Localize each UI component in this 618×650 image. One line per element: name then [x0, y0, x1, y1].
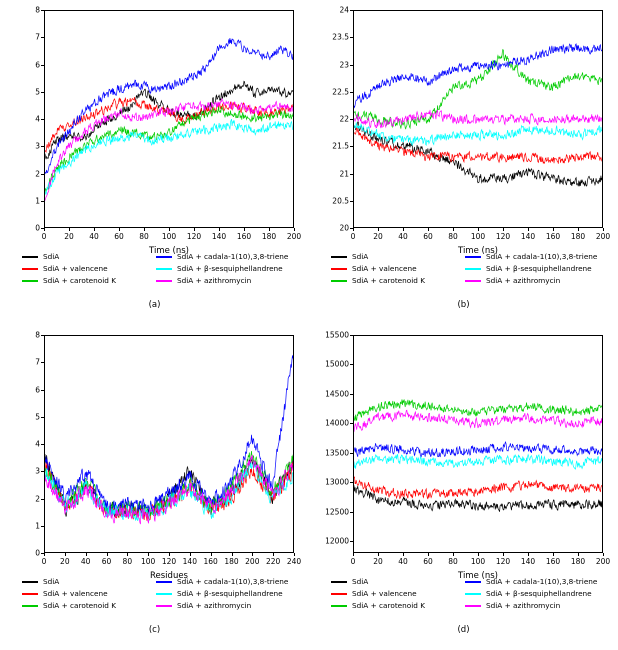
x-tick-label: 40: [398, 232, 408, 241]
y-tick-label: 23.5: [332, 32, 349, 42]
y-tick-mark: [41, 499, 44, 500]
legend-swatch: [156, 581, 172, 583]
y-tick-mark: [41, 10, 44, 11]
legend-label: SdiA + cadala-1(10),3,8-triene: [486, 252, 598, 261]
y-tick-mark: [350, 512, 353, 513]
legend-item: [465, 252, 599, 261]
y-tick-label: 21.5: [332, 141, 349, 151]
legend-item: [331, 589, 465, 598]
axes-b: [353, 10, 603, 228]
legend-label: SdiA + valencene: [352, 264, 417, 273]
y-tick-mark: [350, 364, 353, 365]
legend-row: [331, 577, 599, 586]
y-tick-label: 8: [35, 330, 40, 340]
x-tick-label: 80: [122, 557, 133, 566]
legend-item: [156, 601, 290, 610]
x-tick-label: 140: [182, 557, 197, 566]
legend-item: [465, 601, 599, 610]
legend-label: SdiA + carotenoid K: [43, 601, 117, 610]
x-tick-label: 40: [89, 232, 99, 241]
legend-label: SdiA + cadala-1(10),3,8-triene: [177, 252, 289, 261]
legend-label: SdiA + carotenoid K: [352, 601, 426, 610]
x-tick-label: 120: [161, 557, 177, 566]
x-tick-label: 180: [261, 232, 277, 241]
x-tick-mark: [553, 553, 554, 556]
y-tick-label: 12500: [325, 507, 349, 517]
series-line: [354, 477, 602, 499]
y-tick-label: 3: [35, 466, 40, 476]
legend-d: [331, 577, 599, 613]
legend-swatch: [331, 268, 347, 270]
x-tick-mark: [190, 553, 191, 556]
legend-label: SdiA + β-sesquiphellandrene: [486, 589, 592, 598]
y-tick-label: 5: [35, 412, 40, 422]
legend-swatch: [156, 256, 172, 258]
legend-swatch: [22, 581, 38, 583]
y-tick-label: 2: [35, 494, 40, 503]
y-tick-mark: [41, 92, 44, 93]
x-tick-mark: [453, 553, 454, 556]
y-tick-mark: [41, 362, 44, 363]
x-tick-mark: [65, 553, 66, 556]
y-tick-mark: [41, 146, 44, 147]
legend-item: [22, 276, 156, 285]
legend-row: [22, 264, 290, 273]
legend-label: SdiA + cadala-1(10),3,8-triene: [177, 577, 289, 586]
x-tick-label: 120: [186, 232, 202, 241]
y-tick-mark: [350, 119, 353, 120]
x-axis-label-d: Time (ns): [458, 571, 498, 581]
series-line: [354, 122, 602, 145]
y-tick-mark: [41, 335, 44, 336]
y-tick-label: 5: [35, 87, 40, 97]
legend-item: [22, 577, 156, 586]
legend-item: [156, 589, 290, 598]
legend-row: [331, 276, 599, 285]
y-tick-label: 1: [35, 196, 40, 206]
legend-swatch: [156, 280, 172, 282]
y-tick-label: 20.5: [332, 196, 349, 206]
legend-swatch: [22, 256, 38, 258]
x-tick-label: 140: [520, 232, 536, 241]
y-tick-label: 1: [35, 521, 40, 531]
x-tick-mark: [69, 228, 70, 231]
legend-swatch: [331, 593, 347, 595]
y-tick-label: 14500: [325, 389, 349, 399]
x-tick-label: 200: [595, 557, 611, 566]
legend-item: [465, 589, 599, 598]
legend-label: SdiA: [352, 252, 369, 261]
x-tick-label: 0: [350, 557, 356, 566]
x-tick-label: 0: [350, 232, 356, 241]
y-tick-label: 3: [35, 141, 40, 151]
legend-label: SdiA + valencene: [352, 589, 417, 598]
x-tick-label: 60: [101, 557, 112, 566]
x-axis-label-c: Residues: [150, 571, 188, 581]
x-tick-label: 160: [545, 557, 561, 566]
y-tick-mark: [350, 37, 353, 38]
x-tick-label: 80: [448, 232, 458, 241]
x-tick-mark: [294, 553, 295, 556]
x-tick-label: 100: [470, 232, 486, 241]
x-tick-mark: [86, 553, 87, 556]
y-tick-label: 12000: [325, 536, 349, 546]
legend-swatch: [331, 280, 347, 282]
legend-swatch: [156, 605, 172, 607]
legend-row: [331, 601, 599, 610]
legend-item: [331, 276, 465, 285]
panel-b: [309, 0, 618, 325]
x-tick-mark: [578, 228, 579, 231]
y-tick-label: 24: [339, 5, 349, 15]
x-tick-label: 140: [520, 557, 536, 566]
x-tick-mark: [453, 228, 454, 231]
legend-item: [22, 601, 156, 610]
x-tick-label: 60: [114, 232, 124, 241]
x-tick-label: 100: [161, 232, 177, 241]
y-tick-mark: [350, 65, 353, 66]
y-tick-label: 21: [339, 169, 349, 178]
x-tick-mark: [353, 553, 354, 556]
x-tick-label: 20: [373, 232, 383, 241]
legend-swatch: [331, 605, 347, 607]
x-axis-label-a: Time (ns): [149, 246, 189, 256]
caption-b: (b): [457, 300, 470, 310]
x-tick-mark: [244, 228, 245, 231]
x-tick-mark: [219, 228, 220, 231]
x-tick-mark: [144, 228, 145, 231]
x-tick-mark: [294, 228, 295, 231]
y-tick-mark: [350, 10, 353, 11]
x-tick-mark: [44, 228, 45, 231]
x-tick-mark: [378, 553, 379, 556]
x-tick-mark: [252, 553, 253, 556]
legend-item: [465, 276, 599, 285]
y-tick-mark: [350, 482, 353, 483]
panel-c: [0, 325, 309, 650]
legend-row: [331, 264, 599, 273]
legend-swatch: [156, 268, 172, 270]
series-lines-c: [45, 336, 293, 552]
x-tick-mark: [403, 228, 404, 231]
legend-swatch: [156, 593, 172, 595]
y-tick-label: 7: [35, 32, 40, 42]
x-tick-label: 180: [570, 557, 586, 566]
x-tick-label: 20: [60, 557, 70, 566]
x-tick-mark: [44, 553, 45, 556]
x-tick-label: 200: [595, 232, 611, 241]
panel-d: [309, 325, 618, 650]
y-tick-label: 6: [35, 60, 40, 69]
y-tick-label: 13000: [325, 477, 349, 487]
x-tick-label: 80: [139, 232, 149, 241]
x-tick-mark: [127, 553, 128, 556]
axes-d: [353, 335, 603, 553]
legend-label: SdiA + carotenoid K: [43, 276, 117, 285]
x-tick-mark: [603, 553, 604, 556]
legend-item: [331, 264, 465, 273]
legend-b: [331, 252, 599, 288]
x-tick-mark: [428, 553, 429, 556]
legend-swatch: [465, 268, 481, 270]
x-tick-label: 60: [423, 557, 433, 566]
series-lines-d: [354, 336, 602, 552]
legend-item: [465, 577, 599, 586]
caption-a: (a): [148, 300, 161, 310]
legend-swatch: [465, 581, 481, 583]
plot-area-c: [35, 330, 302, 581]
x-tick-label: 0: [41, 232, 47, 241]
legend-row: [22, 577, 290, 586]
series-line: [354, 50, 602, 129]
x-tick-label: 160: [236, 232, 252, 241]
caption-c: (c): [148, 625, 161, 635]
x-tick-mark: [503, 553, 504, 556]
x-tick-label: 40: [398, 557, 408, 566]
y-tick-mark: [41, 119, 44, 120]
legend-label: SdiA + azithromycin: [177, 276, 252, 285]
legend-swatch: [22, 593, 38, 595]
y-tick-mark: [41, 37, 44, 38]
x-tick-mark: [273, 553, 274, 556]
legend-item: [156, 276, 290, 285]
x-tick-label: 40: [80, 557, 91, 566]
x-tick-mark: [428, 228, 429, 231]
legend-item: [156, 264, 290, 273]
x-tick-label: 120: [495, 557, 511, 566]
series-line: [354, 110, 602, 128]
legend-label: SdiA + azithromycin: [486, 276, 561, 285]
x-tick-mark: [211, 553, 212, 556]
x-tick-mark: [107, 553, 108, 556]
y-tick-mark: [350, 541, 353, 542]
plot-area-b: [332, 5, 611, 256]
x-tick-mark: [503, 228, 504, 231]
y-tick-label: 8: [35, 5, 40, 15]
series-line: [354, 485, 602, 511]
legend-swatch: [331, 581, 347, 583]
x-tick-mark: [553, 228, 554, 231]
legend-c: [22, 577, 290, 613]
legend-item: [156, 577, 290, 586]
series-line: [354, 44, 602, 107]
x-tick-label: 200: [245, 557, 260, 566]
x-tick-label: 160: [203, 557, 218, 566]
series-line: [354, 454, 602, 469]
legend-a: [22, 252, 290, 288]
y-tick-mark: [41, 444, 44, 445]
legend-label: SdiA: [352, 577, 369, 586]
legend-label: SdiA + β-sesquiphellandrene: [177, 264, 283, 273]
legend-row: [22, 589, 290, 598]
legend-swatch: [465, 280, 481, 282]
x-tick-mark: [528, 553, 529, 556]
plot-area-d: [325, 330, 611, 581]
y-tick-mark: [350, 92, 353, 93]
x-tick-label: 160: [545, 232, 561, 241]
x-tick-mark: [578, 553, 579, 556]
y-tick-label: 22.5: [332, 87, 349, 97]
legend-label: SdiA + β-sesquiphellandrene: [486, 264, 592, 273]
y-tick-label: 6: [35, 385, 40, 394]
x-tick-label: 180: [570, 232, 586, 241]
x-tick-mark: [478, 553, 479, 556]
x-axis-label-b: Time (ns): [458, 246, 498, 256]
legend-swatch: [331, 256, 347, 258]
series-line: [45, 97, 293, 152]
x-tick-mark: [119, 228, 120, 231]
legend-item: [331, 601, 465, 610]
legend-item: [22, 589, 156, 598]
x-tick-mark: [403, 553, 404, 556]
y-tick-mark: [41, 201, 44, 202]
legend-label: SdiA + β-sesquiphellandrene: [177, 589, 283, 598]
legend-item: [331, 577, 465, 586]
y-tick-label: 14000: [325, 418, 349, 428]
x-tick-mark: [603, 228, 604, 231]
legend-item: [465, 264, 599, 273]
x-tick-label: 20: [373, 557, 383, 566]
x-tick-label: 120: [495, 232, 511, 241]
y-tick-mark: [350, 174, 353, 175]
y-tick-mark: [350, 335, 353, 336]
legend-swatch: [465, 605, 481, 607]
x-tick-mark: [169, 228, 170, 231]
y-tick-mark: [350, 423, 353, 424]
y-tick-mark: [350, 146, 353, 147]
y-tick-label: 22: [339, 114, 349, 124]
legend-label: SdiA + azithromycin: [486, 601, 561, 610]
x-tick-label: 200: [286, 232, 302, 241]
y-tick-mark: [41, 65, 44, 66]
x-tick-label: 100: [140, 557, 156, 566]
x-tick-label: 20: [64, 232, 74, 241]
legend-label: SdiA + valencene: [43, 589, 108, 598]
x-tick-mark: [232, 553, 233, 556]
y-tick-label: 15000: [325, 359, 349, 369]
panel-a: [0, 0, 309, 325]
legend-label: SdiA + azithromycin: [177, 601, 252, 610]
x-tick-mark: [94, 228, 95, 231]
x-tick-label: 180: [224, 557, 239, 566]
y-tick-mark: [350, 453, 353, 454]
legend-label: SdiA: [43, 577, 60, 586]
legend-row: [22, 601, 290, 610]
x-tick-mark: [378, 228, 379, 231]
legend-label: SdiA + cadala-1(10),3,8-triene: [486, 577, 598, 586]
legend-label: SdiA + carotenoid K: [352, 276, 426, 285]
legend-swatch: [22, 280, 38, 282]
x-tick-mark: [148, 553, 149, 556]
x-tick-label: 100: [470, 557, 486, 566]
y-tick-label: 2: [35, 169, 40, 178]
x-tick-label: 0: [41, 557, 47, 566]
axes-c: [44, 335, 294, 553]
y-tick-label: 13500: [325, 448, 349, 458]
y-tick-mark: [41, 417, 44, 418]
y-tick-label: 23: [339, 60, 349, 69]
series-line: [354, 442, 602, 457]
legend-swatch: [465, 593, 481, 595]
x-tick-mark: [194, 228, 195, 231]
y-tick-mark: [350, 201, 353, 202]
series-lines-a: [45, 11, 293, 227]
legend-row: [22, 252, 290, 261]
y-tick-label: 20: [339, 223, 349, 233]
x-tick-label: 240: [286, 557, 302, 566]
y-tick-mark: [41, 526, 44, 527]
legend-label: SdiA: [43, 252, 60, 261]
x-tick-mark: [353, 228, 354, 231]
legend-item: [22, 252, 156, 261]
legend-item: [331, 252, 465, 261]
legend-item: [22, 264, 156, 273]
x-tick-mark: [478, 228, 479, 231]
y-tick-mark: [350, 394, 353, 395]
caption-d: (d): [457, 625, 470, 635]
y-tick-label: 0: [35, 223, 40, 233]
y-tick-mark: [41, 471, 44, 472]
legend-row: [331, 589, 599, 598]
legend-swatch: [22, 605, 38, 607]
x-tick-label: 220: [265, 557, 281, 566]
legend-item: [156, 252, 290, 261]
x-tick-label: 80: [448, 557, 458, 566]
x-tick-mark: [528, 228, 529, 231]
x-tick-mark: [169, 553, 170, 556]
series-lines-b: [354, 11, 602, 227]
axes-a: [44, 10, 294, 228]
y-tick-label: 15500: [325, 330, 349, 340]
y-tick-mark: [41, 390, 44, 391]
y-tick-mark: [41, 174, 44, 175]
series-line: [45, 451, 293, 519]
y-tick-label: 4: [35, 439, 40, 449]
y-tick-label: 0: [35, 548, 40, 558]
plot-area-a: [35, 5, 302, 256]
legend-swatch: [465, 256, 481, 258]
legend-row: [331, 252, 599, 261]
y-tick-label: 7: [35, 357, 40, 367]
legend-row: [22, 276, 290, 285]
x-tick-label: 60: [423, 232, 433, 241]
y-tick-label: 4: [35, 114, 40, 124]
x-tick-label: 140: [211, 232, 227, 241]
legend-label: SdiA + valencene: [43, 264, 108, 273]
x-tick-mark: [269, 228, 270, 231]
series-line: [45, 119, 293, 195]
legend-swatch: [22, 268, 38, 270]
